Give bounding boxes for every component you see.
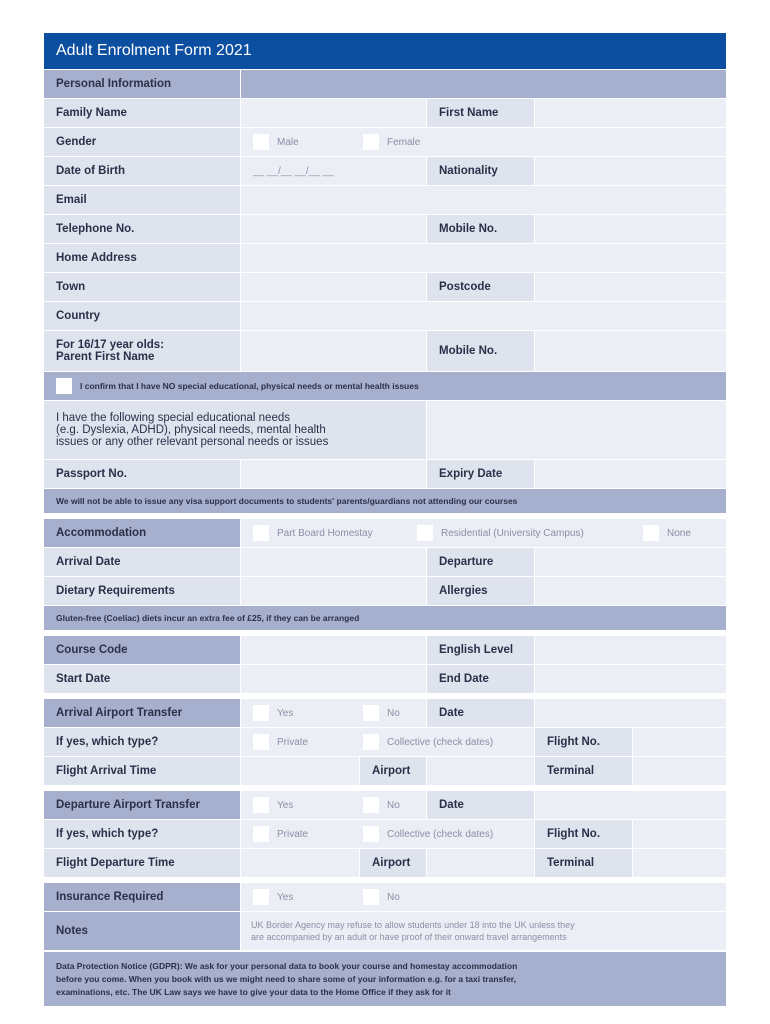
country-input[interactable] — [241, 302, 726, 330]
arrival-collective-checkbox[interactable] — [363, 734, 379, 750]
flight-arrival-time-label: Flight Arrival Time — [44, 757, 240, 785]
arrival-airport-input[interactable] — [427, 757, 534, 785]
nationality-input[interactable] — [535, 157, 726, 185]
start-date-label: Start Date — [44, 665, 240, 693]
arrival-date-row — [44, 548, 726, 576]
male-label: Male — [277, 136, 299, 148]
start-date-input[interactable] — [241, 665, 426, 693]
arrival-transfer-options — [241, 699, 426, 727]
arrival-date-transfer-label: Date — [427, 699, 534, 727]
departure-yes-checkbox[interactable] — [253, 797, 269, 813]
home-address-label: Home Address — [44, 244, 240, 272]
arrival-no-checkbox[interactable] — [363, 705, 379, 721]
departure-transfer-options — [241, 791, 426, 819]
confirm-text: I confirm that I have NO special educational, physical needs or mental health issues — [80, 381, 419, 391]
parent-mobile-label: Mobile No. — [427, 331, 534, 371]
dietary-label: Dietary Requirements — [44, 577, 240, 605]
dob-input[interactable] — [241, 157, 426, 185]
first-name-label: First Name — [427, 99, 534, 127]
gdpr-line2: before you come. When you book with us we might need to share some of your information e.g. for a taxi transfer, — [56, 973, 517, 984]
arrival-transfer-label: Arrival Airport Transfer — [44, 699, 240, 727]
arrival-yes-option[interactable] — [253, 699, 293, 727]
family-name-row — [44, 99, 726, 127]
arrival-terminal-input[interactable] — [633, 757, 726, 785]
passport-row — [44, 460, 726, 488]
arrival-terminal-label: Terminal — [535, 757, 632, 785]
home-address-row — [44, 244, 726, 272]
dob-row — [44, 157, 726, 185]
start-date-row — [44, 665, 726, 693]
arrival-yes-label: Yes — [277, 707, 294, 719]
accommodation-label: Accommodation — [44, 519, 240, 547]
parent-label-line1: For 16/17 year olds: — [56, 339, 165, 351]
personal-info-header-fill — [241, 70, 726, 98]
course-code-input[interactable] — [241, 636, 426, 664]
postcode-label: Postcode — [427, 273, 534, 301]
departure-collective-option[interactable] — [363, 820, 493, 848]
personal-info-header: Personal Information — [44, 70, 240, 98]
arrival-type-options — [241, 728, 534, 756]
arrival-private-option[interactable] — [253, 728, 308, 756]
female-label: Female — [387, 136, 421, 148]
notes-row — [44, 912, 726, 950]
residential-label: Residential (University Campus) — [441, 527, 584, 539]
insurance-row — [44, 883, 726, 911]
none-checkbox[interactable] — [643, 525, 659, 541]
homestay-checkbox[interactable] — [253, 525, 269, 541]
departure-yes-label: Yes — [277, 799, 294, 811]
first-name-input[interactable] — [535, 99, 726, 127]
accommodation-options — [241, 519, 726, 547]
flight-arrival-time-input[interactable] — [241, 757, 359, 785]
gluten-notice: Gluten-free (Coeliac) diets incur an extra fee of £25, if they can be arranged — [44, 606, 726, 630]
visa-notice: We will not be able to issue any visa support documents to students' parents/guardians not attending our courses — [44, 489, 726, 513]
gdpr-notice — [44, 952, 726, 1006]
arrival-transfer-row — [44, 699, 726, 727]
parent-mobile-input[interactable] — [535, 331, 726, 371]
residential-checkbox[interactable] — [417, 525, 433, 541]
home-address-input[interactable] — [241, 244, 726, 272]
arrival-type-row — [44, 728, 726, 756]
telephone-label: Telephone No. — [44, 215, 240, 243]
english-level-input[interactable] — [535, 636, 726, 664]
special-needs-line3: issues or any other relevant personal needs or issues — [56, 436, 329, 448]
course-code-label: Course Code — [44, 636, 240, 664]
country-label: Country — [44, 302, 240, 330]
departure-private-option[interactable] — [253, 820, 308, 848]
gender-options — [241, 128, 726, 156]
family-name-label: Family Name — [44, 99, 240, 127]
homestay-label: Part Board Homestay — [277, 527, 373, 539]
passport-input[interactable] — [241, 460, 426, 488]
enrolment-form — [44, 33, 726, 1006]
female-checkbox[interactable] — [363, 134, 379, 150]
email-input[interactable] — [241, 186, 726, 214]
special-needs-line1: I have the following special educational needs — [56, 412, 290, 424]
departure-transfer-label: Departure Airport Transfer — [44, 791, 240, 819]
insurance-yes-label: Yes — [277, 891, 294, 903]
insurance-options — [241, 883, 726, 911]
dietary-input[interactable] — [241, 577, 426, 605]
special-needs-line2: (e.g. Dyslexia, ADHD), physical needs, mental health — [56, 424, 326, 436]
end-date-label: End Date — [427, 665, 534, 693]
none-label: None — [667, 527, 691, 539]
form-title: Adult Enrolment Form 2021 — [44, 33, 726, 69]
arrival-date-input[interactable] — [241, 548, 426, 576]
mobile-label: Mobile No. — [427, 215, 534, 243]
dietary-row — [44, 577, 726, 605]
email-label: Email — [44, 186, 240, 214]
allergies-label: Allergies — [427, 577, 534, 605]
town-input[interactable] — [241, 273, 426, 301]
residential-option[interactable] — [417, 519, 584, 547]
homestay-option[interactable] — [253, 519, 373, 547]
departure-collective-label: Collective (check dates) — [387, 828, 494, 840]
notes-line1: UK Border Agency may refuse to allow students under 18 into the UK unless they — [251, 920, 575, 930]
expiry-label: Expiry Date — [427, 460, 534, 488]
town-row — [44, 273, 726, 301]
arrival-type-label: If yes, which type? — [44, 728, 240, 756]
insurance-no-option[interactable] — [363, 883, 400, 911]
passport-label: Passport No. — [44, 460, 240, 488]
arrival-no-option[interactable] — [363, 699, 400, 727]
arrival-no-label: No — [387, 707, 400, 719]
departure-airport-label: Airport — [360, 849, 426, 877]
english-level-label: English Level — [427, 636, 534, 664]
departure-no-label: No — [387, 799, 400, 811]
departure-time-row — [44, 849, 726, 877]
insurance-yes-option[interactable] — [253, 883, 293, 911]
mobile-input[interactable] — [535, 215, 726, 243]
gdpr-row — [44, 952, 726, 1006]
insurance-no-checkbox[interactable] — [363, 889, 379, 905]
gdpr-line3: examinations, etc. The UK Law says we have to give your data to the Home Office if they ask for it — [56, 986, 451, 997]
departure-transfer-date-input[interactable] — [535, 791, 726, 819]
arrival-flight-no-input[interactable] — [633, 728, 726, 756]
gdpr-line1: Data Protection Notice (GDPR): We ask for your personal data to book your course and homestay accommodation — [56, 960, 518, 971]
departure-type-label: If yes, which type? — [44, 820, 240, 848]
parent-first-name-input[interactable] — [241, 331, 426, 371]
arrival-yes-checkbox[interactable] — [253, 705, 269, 721]
confirm-no-needs[interactable] — [44, 372, 726, 400]
dob-label: Date of Birth — [44, 157, 240, 185]
postcode-input[interactable] — [535, 273, 726, 301]
confirm-row — [44, 372, 726, 400]
male-checkbox[interactable] — [253, 134, 269, 150]
town-label: Town — [44, 273, 240, 301]
gender-row — [44, 128, 726, 156]
departure-transfer-row — [44, 791, 726, 819]
special-needs-label — [44, 401, 426, 459]
departure-flight-no-label: Flight No. — [535, 820, 632, 848]
departure-no-option[interactable] — [363, 791, 400, 819]
visa-notice-row — [44, 489, 726, 513]
expiry-input[interactable] — [535, 460, 726, 488]
special-needs-input[interactable] — [427, 401, 726, 459]
gluten-notice-row — [44, 606, 726, 630]
departure-type-row — [44, 820, 726, 848]
insurance-label: Insurance Required — [44, 883, 240, 911]
arrival-private-label: Private — [277, 736, 309, 748]
departure-label: Departure — [427, 548, 534, 576]
departure-flight-no-input[interactable] — [633, 820, 726, 848]
arrival-transfer-date-input[interactable] — [535, 699, 726, 727]
telephone-row — [44, 215, 726, 243]
gender-female-option[interactable] — [363, 128, 420, 156]
insurance-yes-checkbox[interactable] — [253, 889, 269, 905]
arrival-time-row — [44, 757, 726, 785]
telephone-input[interactable] — [241, 215, 426, 243]
personal-info-header-row — [44, 70, 726, 98]
special-needs-row — [44, 401, 726, 459]
end-date-input[interactable] — [535, 665, 726, 693]
arrival-airport-label: Airport — [360, 757, 426, 785]
flight-departure-time-input[interactable] — [241, 849, 359, 877]
departure-input[interactable] — [535, 548, 726, 576]
departure-terminal-label: Terminal — [535, 849, 632, 877]
nationality-label: Nationality — [427, 157, 534, 185]
departure-no-checkbox[interactable] — [363, 797, 379, 813]
accommodation-row — [44, 519, 726, 547]
gender-male-option[interactable] — [253, 128, 299, 156]
insurance-no-label: No — [387, 891, 400, 903]
departure-terminal-input[interactable] — [633, 849, 726, 877]
departure-type-options — [241, 820, 534, 848]
departure-collective-checkbox[interactable] — [363, 826, 379, 842]
flight-departure-time-label: Flight Departure Time — [44, 849, 240, 877]
parent-label — [44, 331, 240, 371]
departure-private-label: Private — [277, 828, 309, 840]
arrival-date-label: Arrival Date — [44, 548, 240, 576]
family-name-input[interactable] — [241, 99, 426, 127]
departure-private-checkbox[interactable] — [253, 826, 269, 842]
course-code-row — [44, 636, 726, 664]
parent-row — [44, 331, 726, 371]
dob-format: __ __/__ __/__ __ — [253, 165, 334, 177]
gender-label: Gender — [44, 128, 240, 156]
notes-text — [241, 912, 726, 950]
arrival-collective-label: Collective (check dates) — [387, 736, 494, 748]
none-option[interactable] — [643, 519, 691, 547]
arrival-collective-option[interactable] — [363, 728, 493, 756]
departure-yes-option[interactable] — [253, 791, 293, 819]
notes-label: Notes — [44, 912, 240, 950]
arrival-private-checkbox[interactable] — [253, 734, 269, 750]
departure-airport-input[interactable] — [427, 849, 534, 877]
country-row — [44, 302, 726, 330]
email-row — [44, 186, 726, 214]
notes-line2: are accompanied by an adult or have proof of their onward travel arrangements — [251, 932, 567, 942]
arrival-flight-no-label: Flight No. — [535, 728, 632, 756]
allergies-input[interactable] — [535, 577, 726, 605]
confirm-checkbox[interactable] — [56, 378, 72, 394]
departure-date-transfer-label: Date — [427, 791, 534, 819]
parent-label-line2: Parent First Name — [56, 351, 155, 363]
